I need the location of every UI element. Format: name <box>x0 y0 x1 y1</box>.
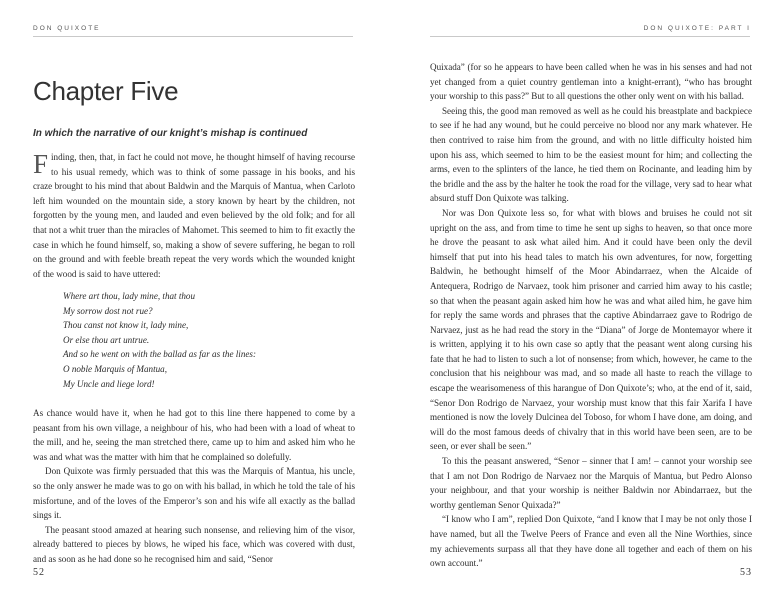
drop-cap: F <box>33 149 49 179</box>
chapter-subtitle: In which the narrative of our knight’s mishap is continued <box>33 128 308 139</box>
verse-line: Thou canst not know it, lady mine, <box>63 320 189 331</box>
chapter-title: Chapter Five <box>33 76 179 106</box>
right-body-text <box>430 60 752 571</box>
running-head-right: DON QUIXOTE: PART I <box>643 25 751 32</box>
verse-line: O noble Marquis of Mantua, <box>63 363 167 374</box>
verse-line: My Uncle and liege lord! <box>63 378 155 389</box>
paragraph: To this the peasant answered, “Senor – sinner that I am! – cannot your worship see that I am not Don Rodrigo de Narvaez nor the Marquis of Mantua, but Pedro Alonso your neighbour, and that your worship is neither Baldwin nor Abindarraez, but the worthy gentleman Senor Quixada?” <box>430 456 752 510</box>
paragraph: Quixada” (for so he appears to have been called when he was in his senses and had not yet changed from a quiet country gentleman into a knight-errant), “who has brought your worship to this pass?” But to all questions the other only went on with his ballad. <box>430 62 752 102</box>
page-number-left: 52 <box>33 567 45 578</box>
ballad-verse <box>63 289 355 391</box>
paragraph: Don Quixote was firmly persuaded that this was the Marquis of Mantua, his uncle, so the only answer he made was to go on with his ballad, in which he told the tale of his misfortune, and of the loves of the Emperor’s son and his wife all exactly as the ballad sings it. <box>33 466 355 521</box>
paragraph: “I know who I am”, replied Don Quixote, “and I know that I may be not only those I have named, but all the Twelve Peers of France and even all the Nine Worthies, since my achievements surpass all that they have done all together and each of them on his own account.” <box>430 514 752 569</box>
paragraph: Seeing this, the good man removed as well as he could his breastplate and backpiece to see if he had any wound, but he could perceive no blood nor any mark whatever. He then contrived to raise him from the ground, and with no little difficulty hoisted him upon his ass, which seemed to him to be the easiest mount for him; and collecting the arms, even to the splinters of the lance, he tied them on Rocinante, and leading him by the bridle and the ass by the halter he took the road for the village, very sad to hear what absurd stuff Don Quixote was talking. <box>430 105 752 204</box>
header-rule-left <box>33 36 353 37</box>
verse-line: And so he went on with the ballad as far as the lines: <box>63 349 256 360</box>
paragraph <box>33 150 355 281</box>
right-page <box>392 0 784 600</box>
running-head-left: DON QUIXOTE <box>33 25 101 32</box>
paragraph-text: inding, then, that, in fact he could not move, he thought himself of having recourse to his usual remedy, which was to think of some passage in his books, and his craze brought to his mind that about Baldwin and the Marquis of Mantua, when Carloto left him wounded on the mountain side, a story known by heart by the children, not forgotten by the young men, and lauded and even believed by the old folk; and for all that not a whit truer than the miracles of Mahomet. This seemed to him to fit exactly the case in which he found himself, so, making a show of severe suffering, he began to roll on the ground and with feeble breath repeat the very words which the wounded knight of the wood is said to have uttered: <box>33 152 355 279</box>
paragraph: Nor was Don Quixote less so, for what with blows and bruises he could not sit upright on the ass, and from time to time he sent up sighs to heaven, so that once more he drove the peasant to ask what ailed him. And it could have been only the devil himself that put into his head tales to match his own adventures, for now, forgetting Baldwin, he bethought himself of the Moor Abindarraez, when the Alcaide of Antequera, Rodrigo de Narvaez, took him prisoner and carried him away to his castle; so that when the peasant again asked him how he was and what ailed him, he gave him for reply the same words and phrases that the captive Abindarraez gave to Rodrigo de Narvaez, just as he had read the story in the “Diana” of Jorge de Montemayor where it is written, applying it to his own case so aptly that the peasant went along cursing his fate that he had to listen to such a lot of nonsense; from which, however, he came to the conclusion that his neighbour was mad, and so made all haste to reach the village to escape the wearisomeness of this harangue of Don Quixote’s; who, at the end of it, said, “Senor Don Rodrigo de Narvaez, your worship must know that this fair Xarifa I have mentioned is now the lovely Dulcinea del Toboso, for whom I have done, am doing, and will do the most famous deeds of chivalry that in this world have been seen, are to be seen, or ever shall be seen.” <box>430 207 752 452</box>
header-rule-right <box>430 36 750 37</box>
verse-line: Or else thou art untrue. <box>63 334 150 345</box>
opening-paragraph <box>33 150 355 281</box>
paragraph: As chance would have it, when he had got to this line there happened to come by a peasant from his own village, a neighbour of his, who had been with a load of wheat to the mill, and he, seeing the man stretched there, came up to him and asked him who he was and what was the matter with him that he complained so dolefully. <box>33 408 355 462</box>
left-body-text <box>33 406 355 567</box>
page-number-right: 53 <box>740 567 752 578</box>
verse-line: Where art thou, lady mine, that thou <box>63 291 196 301</box>
paragraph: The peasant stood amazed at hearing such nonsense, and relieving him of the visor, already battered to pieces by blows, he wiped his face, which was covered with dust, and as soon as he had done so he recognised him and said, “Senor <box>33 524 355 564</box>
verse-line: My sorrow dost not rue? <box>63 305 153 316</box>
